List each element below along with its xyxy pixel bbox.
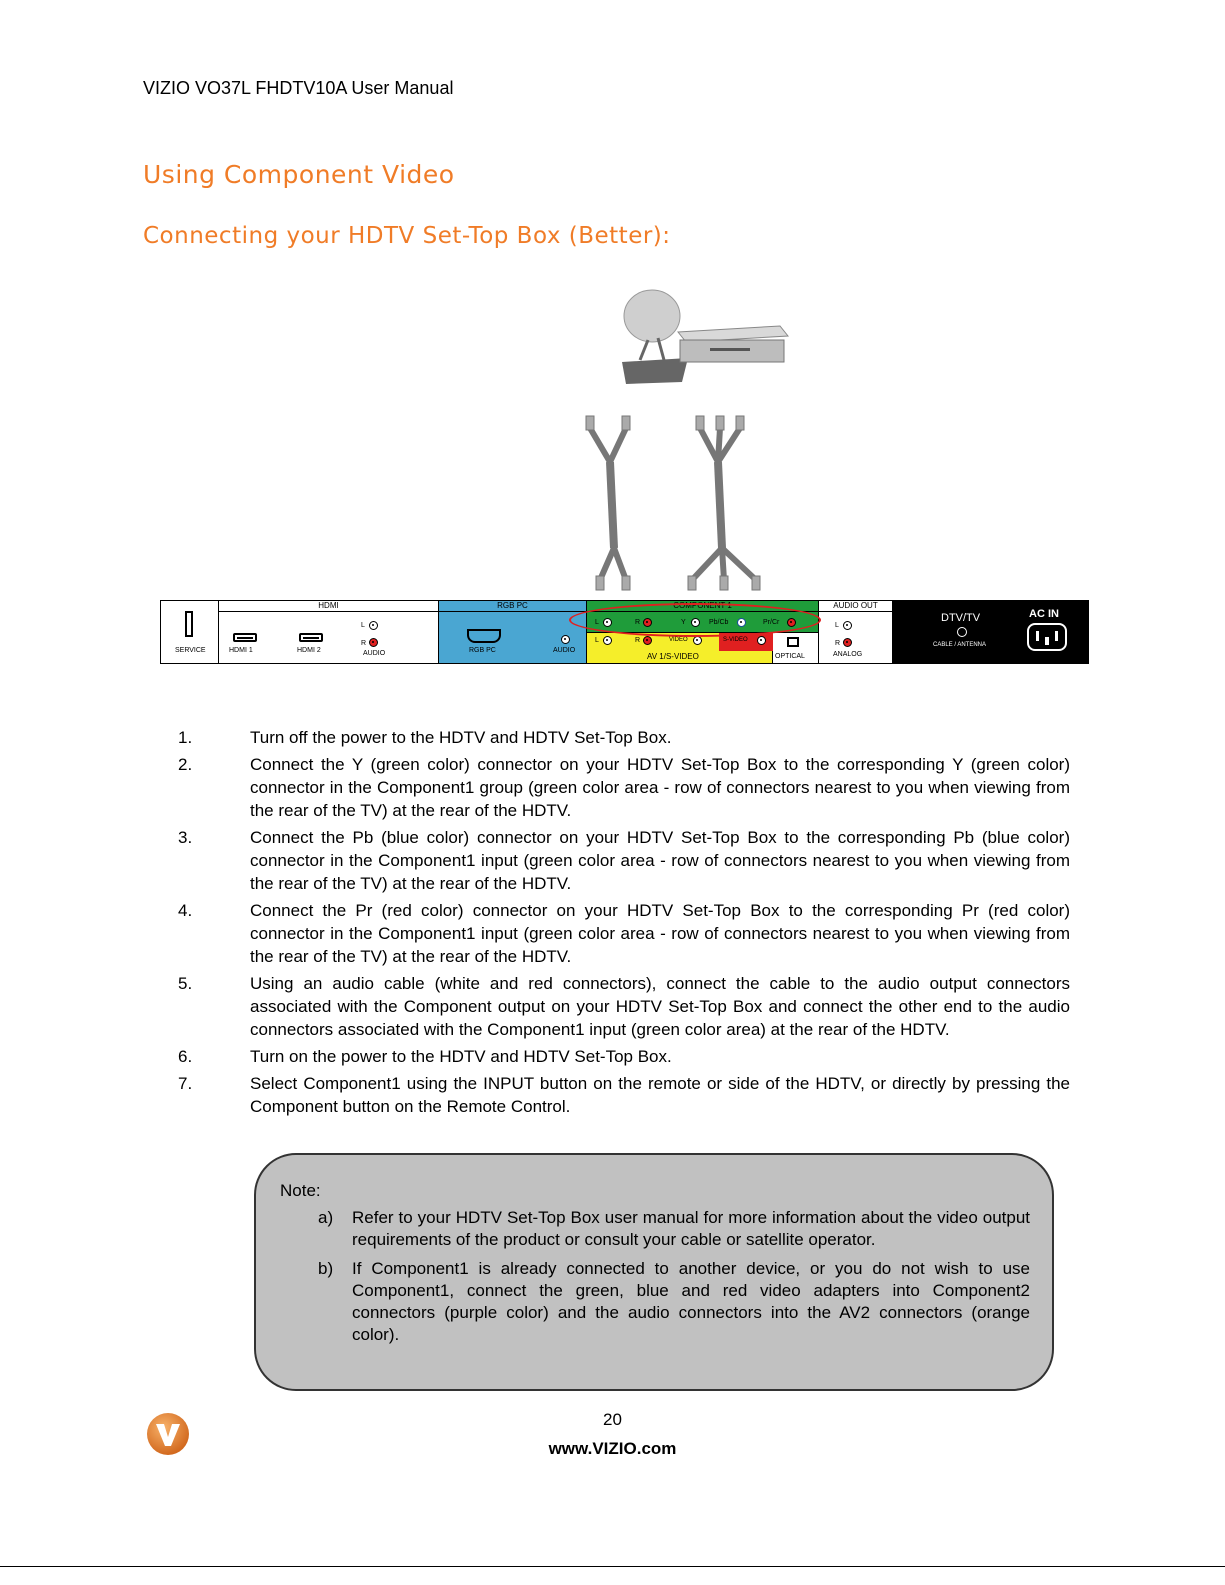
website-link[interactable]: www.VIZIO.com	[548, 1439, 677, 1458]
svideo-label: S-VIDEO	[723, 637, 748, 643]
audio-out-r-jack-icon	[843, 638, 852, 647]
list-item	[178, 1045, 1070, 1068]
step-number: 4.	[178, 901, 193, 920]
connection-illustration	[560, 280, 860, 600]
step-number: 5.	[178, 974, 193, 993]
optical-label: OPTICAL	[775, 653, 805, 660]
section-title: Using Component Video	[143, 160, 455, 189]
component1-title: COMPONENT 1	[587, 601, 818, 612]
av-l-jack-icon	[603, 636, 612, 645]
hdmi-section	[219, 601, 439, 663]
av-l-label: L	[595, 637, 599, 644]
list-item	[178, 826, 1070, 895]
av-r-jack-icon	[643, 636, 652, 645]
av1-label: AV 1/S-VIDEO	[647, 652, 699, 661]
note-item-letter: a)	[318, 1208, 334, 1227]
step-number: 7.	[178, 1074, 193, 1093]
note-list	[318, 1207, 1030, 1353]
hdmi2-port-icon	[299, 633, 323, 642]
power-socket-icon	[1027, 623, 1067, 651]
page-number: 20	[603, 1410, 622, 1429]
component-pb-label: Pb/Cb	[709, 619, 729, 626]
list-item	[178, 1072, 1070, 1118]
cable-antenna-label: CABLE / ANTENNA	[933, 642, 987, 648]
rgb-pc-section	[439, 601, 587, 663]
list-item	[178, 972, 1070, 1041]
section-subtitle: Connecting your HDTV Set-Top Box (Better):	[143, 223, 671, 249]
vga-port-icon	[467, 629, 501, 643]
list-item	[318, 1258, 1030, 1346]
step-text: Turn on the power to the HDTV and HDTV Set-Top Box.	[250, 1047, 672, 1066]
component-cable-icon	[688, 416, 760, 590]
hdmi-audio-r-jack-icon	[369, 638, 378, 647]
component-pr-label: Pr/Cr	[763, 619, 780, 626]
step-number: 1.	[178, 728, 193, 747]
component-l-label: L	[595, 619, 599, 626]
step-text: Connect the Y (green color) connector on your HDTV Set-Top Box to the corresponding Y (green color) connector in the Component1 group (green color area - row of connectors nearest to you when viewing from the rear of the TV) at the rear of the HDTV.	[250, 755, 1070, 820]
av-video-label: VIDEO	[669, 637, 688, 643]
instruction-steps	[178, 726, 1070, 1122]
antenna-jack-icon	[957, 627, 967, 637]
hdmi2-label: HDMI 2	[297, 647, 321, 654]
list-item	[178, 899, 1070, 968]
page-bottom-rule	[0, 1566, 1225, 1567]
set-top-box-icon	[678, 326, 788, 362]
document-header: VIZIO VO37L FHDTV10A User Manual	[143, 78, 454, 98]
rgb-audio-label: AUDIO	[553, 647, 576, 654]
list-item	[178, 726, 1070, 749]
svideo-jack-icon	[757, 636, 766, 645]
step-number: 3.	[178, 828, 193, 847]
note-item-text: If Component1 is already connected to another device, or you do not wish to use Component1, connect the green, blue and red video adapters into Component2 connectors (purple color) and the audio connectors into the AV2 connectors (orange color).	[352, 1259, 1030, 1344]
component-highlight-ellipse	[569, 603, 821, 637]
audio-cable-icon	[586, 416, 630, 590]
step-text: Using an audio cable (white and red connectors), connect the cable to the audio output connectors associated with the Component output on your HDTV Set-Top Box and connect the other end to the audio connectors associated with the Component1 input (green color area) at the rear of the HDTV.	[250, 974, 1070, 1039]
service-label: SERVICE	[175, 647, 206, 654]
note-box	[254, 1153, 1054, 1391]
audio-out-l-jack-icon	[843, 621, 852, 630]
service-section	[161, 601, 219, 663]
rgb-audio-jack-icon	[561, 635, 570, 644]
component-r-label: R	[635, 619, 641, 626]
step-text: Connect the Pr (red color) connector on your HDTV Set-Top Box to the corresponding Pr (red color) connector in the Component1 input (green color area - row of connectors nearest to you when viewing from the rear of the TV) at the rear of the HDTV.	[250, 901, 1070, 966]
rgb-pc-label: RGB PC	[469, 647, 496, 654]
dtv-label: DTV/TV	[941, 612, 981, 624]
dtv-ac-section	[893, 601, 1088, 663]
list-item	[318, 1207, 1030, 1251]
step-text: Select Component1 using the INPUT button on the remote or side of the HDTV, or directly by pressing the Component button on the Remote Control.	[250, 1074, 1070, 1116]
hdmi-audio-r-label: R	[361, 640, 367, 647]
step-number: 2.	[178, 755, 193, 774]
ac-in-label: AC IN	[1029, 608, 1059, 620]
hdmi-audio-label: AUDIO	[363, 650, 386, 657]
component-y-label: Y	[681, 619, 686, 626]
audio-out-section	[819, 601, 893, 663]
av-r-label: R	[635, 637, 641, 644]
step-text: Connect the Pb (blue color) connector on your HDTV Set-Top Box to the corresponding Pb (blue color) connector in the Component1 input (green color area - row of connectors nearest to you when viewing from the rear of the TV) at the rear of the HDTV.	[250, 828, 1070, 893]
note-item-text: Refer to your HDTV Set-Top Box user manual for more information about the video output requirements of the product or consult your cable or satellite operator.	[352, 1208, 1030, 1249]
hdmi1-label: HDMI 1	[229, 647, 253, 654]
satellite-dish-icon	[622, 290, 688, 384]
hdmi-audio-l-jack-icon	[369, 621, 378, 630]
hdmi-section-title: HDMI	[219, 601, 438, 612]
hdmi1-port-icon	[233, 633, 257, 642]
optical-port-icon	[787, 637, 799, 647]
av-video-jack-icon	[693, 636, 702, 645]
step-number: 6.	[178, 1047, 193, 1066]
note-item-letter: b)	[318, 1259, 334, 1278]
audio-out-title: AUDIO OUT	[819, 601, 892, 612]
audio-out-l-label: L	[835, 622, 839, 629]
rgb-pc-title: RGB PC	[439, 601, 586, 612]
service-port-icon	[185, 611, 193, 637]
step-text: Turn off the power to the HDTV and HDTV Set-Top Box.	[250, 728, 672, 747]
hdmi-audio-l-label: L	[361, 622, 365, 629]
audio-out-r-label: R	[835, 640, 841, 647]
note-title: Note:	[280, 1181, 321, 1200]
analog-label: ANALOG	[833, 651, 863, 658]
list-item	[178, 753, 1070, 822]
optical-section	[773, 633, 819, 663]
